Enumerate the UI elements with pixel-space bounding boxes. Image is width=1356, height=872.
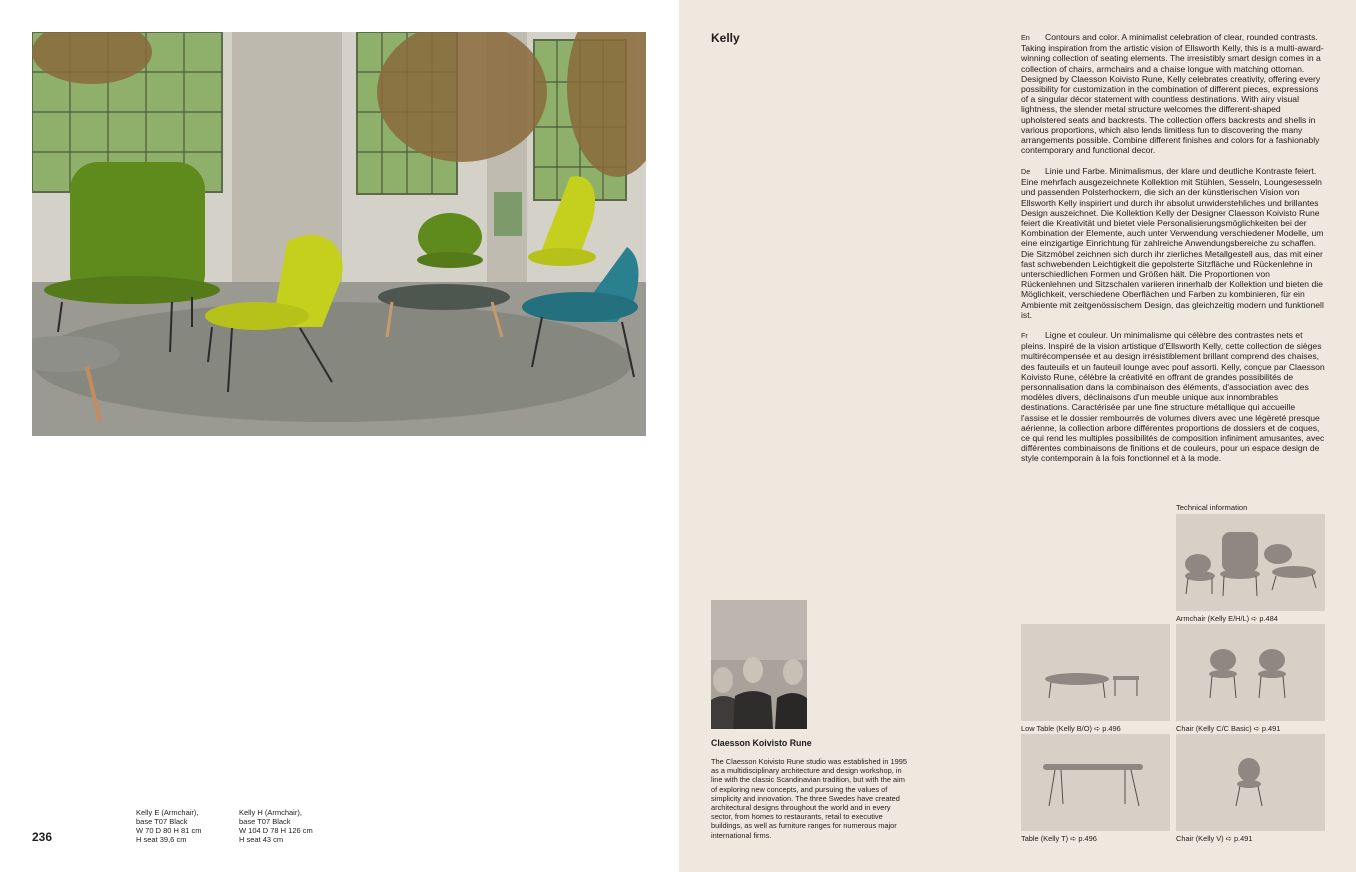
caption-line: base T07 Black	[239, 817, 291, 826]
caption-line: W 104 D 78 H 126 cm	[239, 826, 313, 835]
page-number: 236	[32, 830, 53, 844]
text-german	[1021, 166, 1325, 320]
caption-line: H seat 43 cm	[239, 835, 284, 844]
caption-line: Kelly H (Armchair),	[239, 808, 302, 817]
text-french	[1021, 330, 1325, 464]
language-label: De	[1021, 167, 1031, 176]
caption-line: Kelly E (Armchair),	[136, 808, 199, 817]
text-body: Ligne et couleur. Un minimalisme qui célèbre des contrastes nets et pleins. Inspiré de la vision artistique d'Ellsworth Kelly, cette collection de sièges multirécompensée et au design irrésistiblement brillant comprend des chaises, des fauteuils et un fauteuil lounge avec pouf assorti. Kelly, conçue par Claesson Koivisto Rune, célèbre la créativité en offrant de grandes possibilités de personnalisation dans la combinaison des éléments, d'association avec des modèles divers, déclinaisons d'un meuble unique aux innombrables destinations. Caractérisée par une fine structure métallique qui accueille l'assise et le dossier rembourrés de volumes divers avec une légèreté presque aérienne, la collection arbore différentes proportions de dossiers et de coques, ce qui rend les multiples possibilités de composition infiniment amusantes, avec différentes combinaisons de finitions et de couleurs, pour un espace design de style contemporain à la fois fonctionnel et à la mode.	[1021, 330, 1325, 464]
technical-information-label: Technical information	[1176, 503, 1248, 512]
text-english	[1021, 32, 1325, 155]
thumb-caption: Low Table (Kelly B/O) ➪ p.496	[1021, 724, 1121, 733]
language-label: Fr	[1021, 331, 1028, 340]
caption-line: H seat 39,6 cm	[136, 835, 187, 844]
thumb-caption: Chair (Kelly V) ➪ p.491	[1176, 834, 1253, 843]
thumb-table	[1021, 734, 1170, 831]
thumb-caption: Chair (Kelly C/C Basic) ➪ p.491	[1176, 724, 1281, 733]
thumb-armchair	[1176, 514, 1325, 611]
thumb-chair-v	[1176, 734, 1325, 831]
product-caption-kelly-e	[136, 808, 246, 844]
text-body: Contours and color. A minimalist celebration of clear, rounded contrasts. Taking inspiration from the artistic vision of Ellsworth Kelly, this is a multi-award-winning collection of seating elements. The irresistibly smart design comes in a collection of chairs, armchairs and a chaise longue with matching ottoman. Designed by Claesson Koivisto Rune, Kelly celebrates creativity, offering every possibility for customization in the combination of different pieces, expressions of a singular décor statement with countless destinations. With airy visual lightness, the slender metal structure welcomes the different-shaped upholstered seats and backrests. The collection offers backrests and shells in various proportions, which also lends limitless fun to discovering the many arrangements possible. Combine different finishes and colors for a fashionably contemporary and functional decor.	[1021, 32, 1324, 156]
product-title: Kelly	[711, 31, 740, 45]
product-caption-kelly-h	[239, 808, 349, 844]
language-label: En	[1021, 33, 1030, 42]
caption-line: W 70 D 80 H 81 cm	[136, 826, 202, 835]
text-body: Linie und Farbe. Minimalismus, der klare und deutliche Kontraste feiert. Eine mehrfach ausgezeichnete Kollektion mit Stühlen, Sesseln, Loungesesseln und passenden Polsterhockern, die sich an der künstlerischen Vision von Ellsworth Kelly inspiriert und durch ihr absolut unwiderstehliches und brillantes Design auszeichnet. Die Kollektion Kelly der Designer Claesson Koivisto Rune feiert die Kreativität und bietet viele Personalisierungsmöglichkeiten bei der Kombination der Elemente, auch unter Verwendung verschiedener Modelle, um eine einzigartige Einrichtung für zahlreiche Anwendungsbereiche zu schaffen. Die Sitzmöbel zeichnen sich durch ihr zierliches Metallgestell aus, das mit einer fast schwebenden Leichtigkeit die gepolsterte Sitzfläche und Rückenlehne in unterschiedlichen Formen und Größen hält. Die Proportionen von Rückenlehnen und Sitzschalen variieren innerhalb der Kollektion und bieten die Möglichkeit, verschiedene Oberflächen und Farben zu kombinieren, für ein Ambiente mit zeitgenössischem Design, das gleichzeitig modern und funktionell ist.	[1021, 166, 1324, 320]
designer-photo	[711, 600, 807, 729]
designer-bio: The Claesson Koivisto Rune studio was established in 1995 as a multidisciplinary architecture and design workshop, in line with the classic Scandinavian tradition, but with the aim of exploring new concepts, and pursuing the values of simplicity and innovation. The three Swedes have created architectural designs throughout the world and in every sector, from homes to restaurants, retail to executive buildings, as well as furniture ranges for numerous major international firms.	[711, 757, 907, 840]
thumb-caption: Armchair (Kelly E/H/L) ➪ p.484	[1176, 614, 1278, 623]
caption-line: base T07 Black	[136, 817, 188, 826]
hero-photo	[32, 32, 646, 436]
designer-name: Claesson Koivisto Rune	[711, 738, 812, 748]
thumb-caption: Table (Kelly T) ➪ p.496	[1021, 834, 1097, 843]
thumb-chair-c	[1176, 624, 1325, 721]
thumb-low-table	[1021, 624, 1170, 721]
